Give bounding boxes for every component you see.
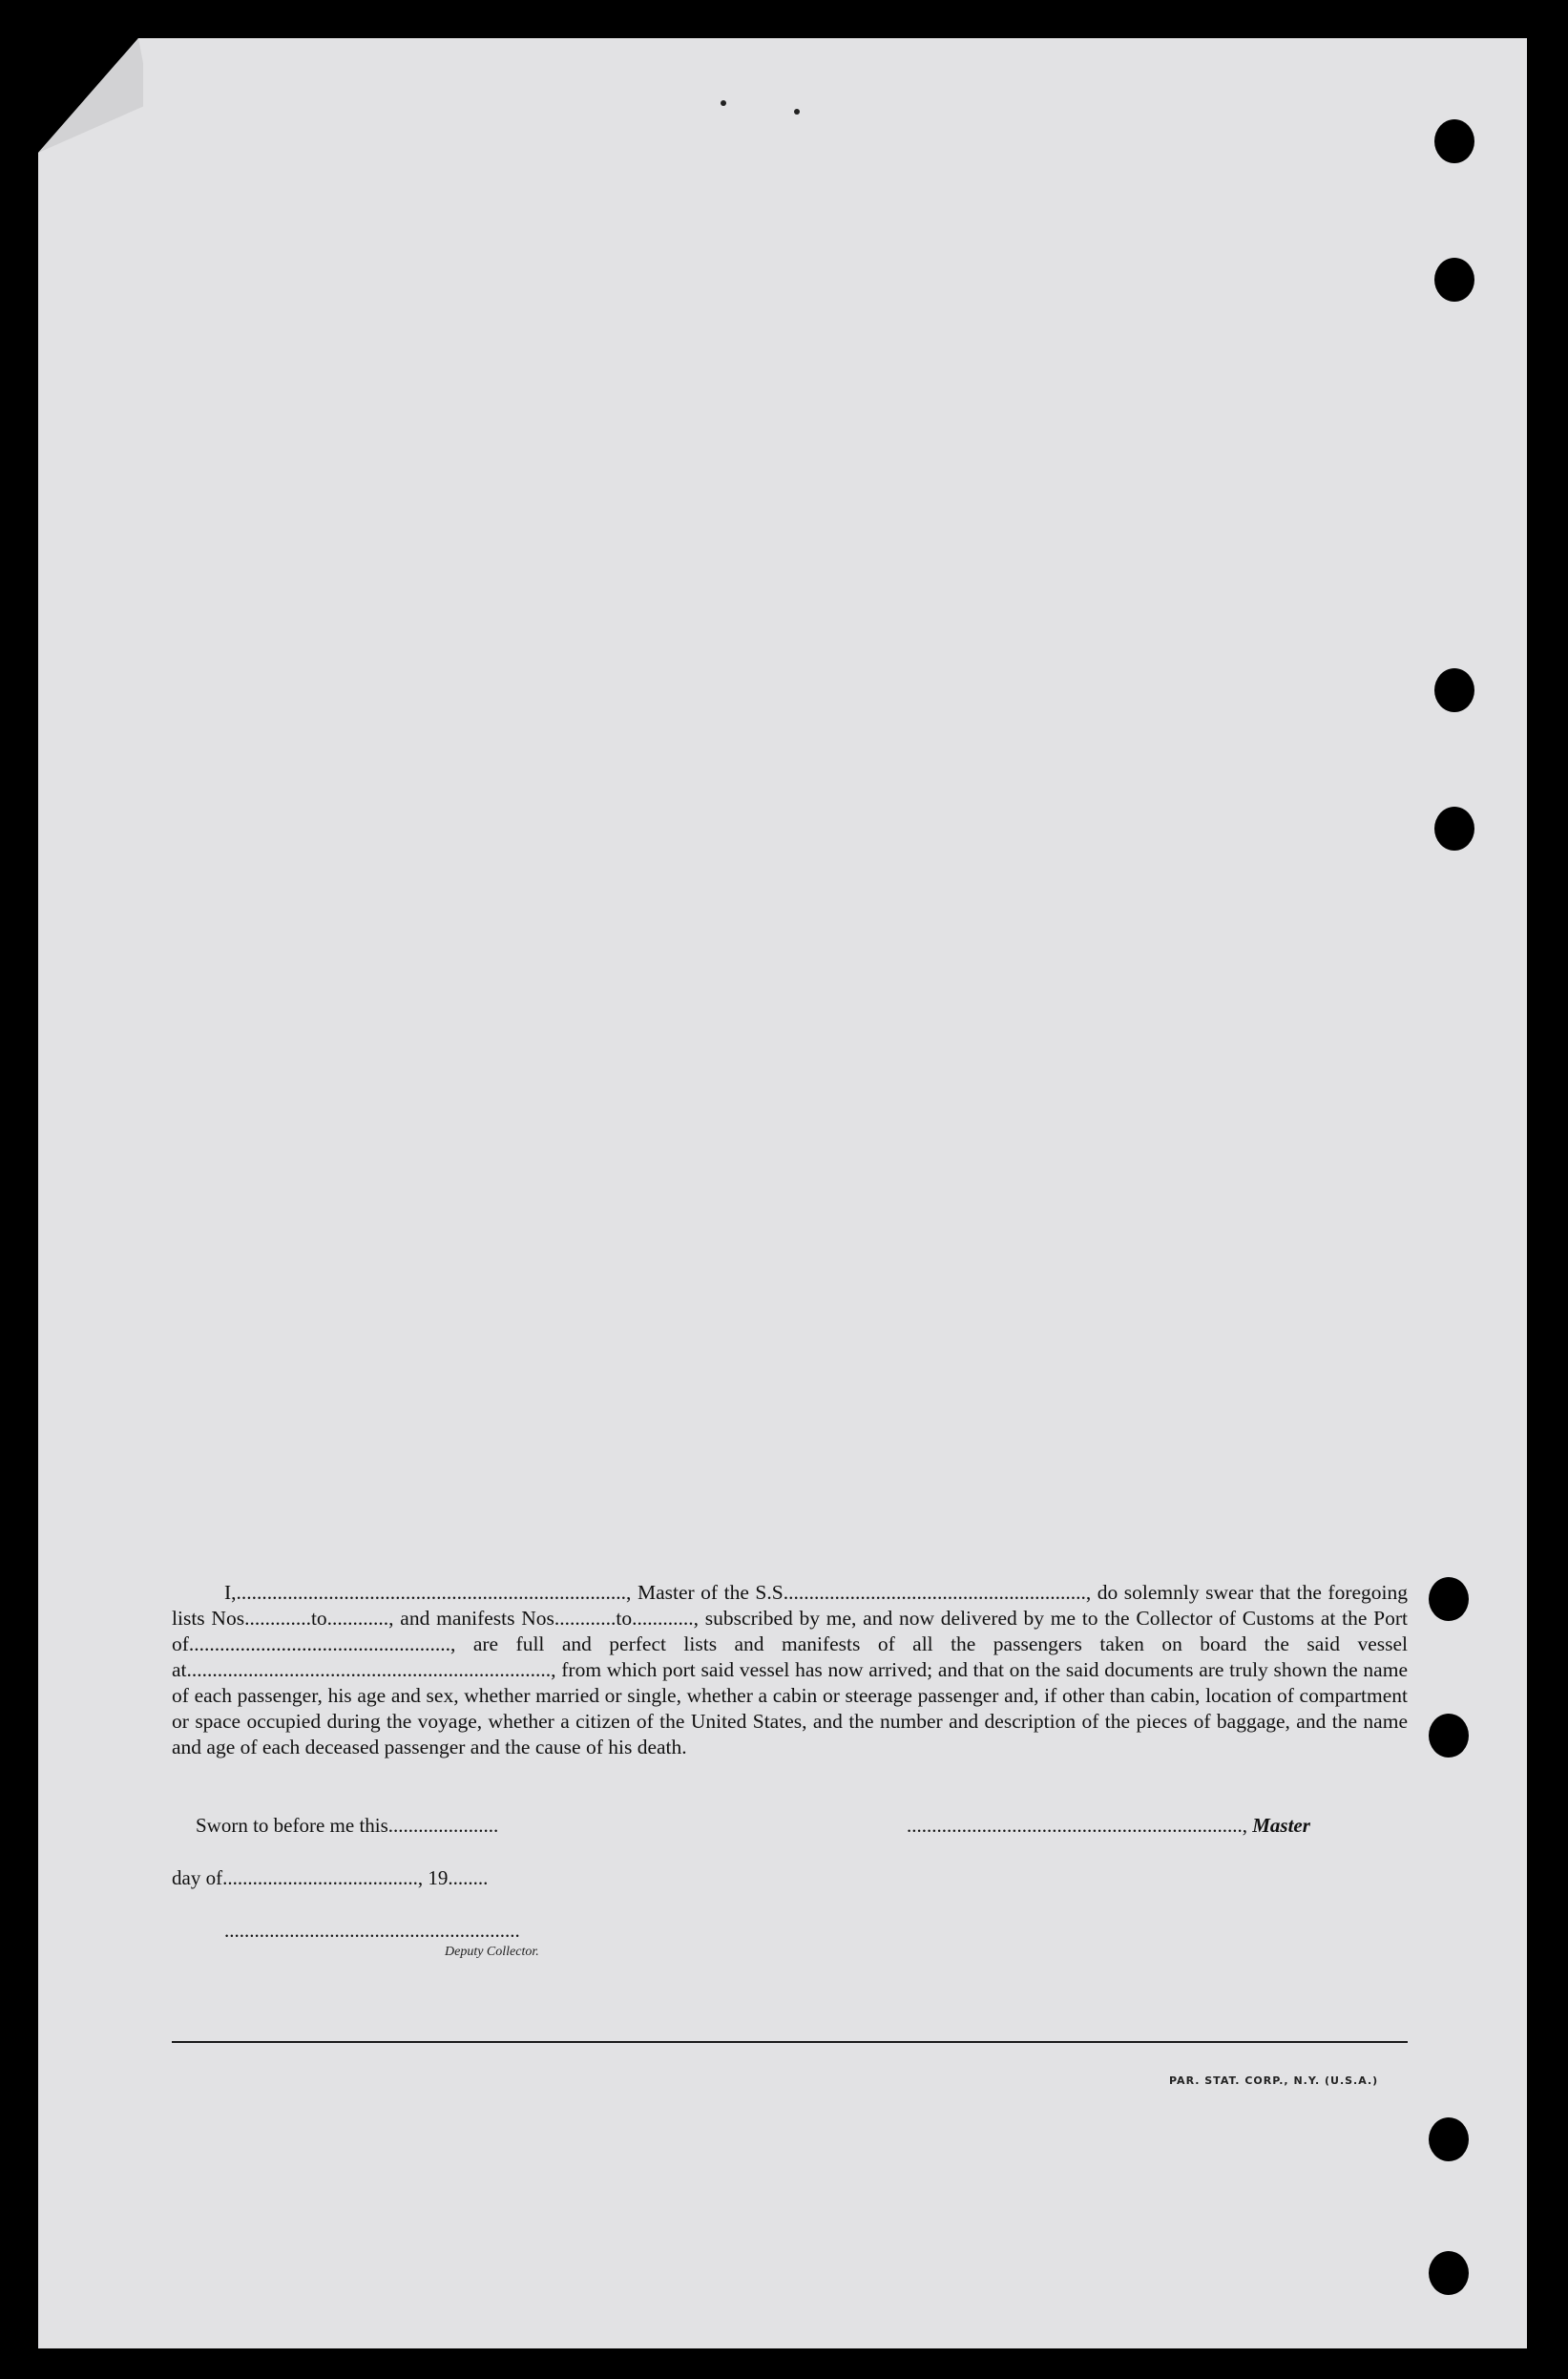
master-dots: ..................................................................., <box>907 1814 1253 1837</box>
oath-paragraph <box>172 1580 1408 1760</box>
deputy-dots: ........................................................... <box>224 1919 520 1942</box>
sworn-line <box>196 1814 498 1838</box>
footer-rule <box>172 2041 1408 2043</box>
master-signature-line <box>907 1814 1310 1838</box>
ink-speck <box>721 100 726 106</box>
form-sheet <box>38 38 1527 2348</box>
punch-hole <box>1429 2251 1469 2295</box>
oath-text: I,............................................................................, Master of the S.S..........................................................., do solemnly swear that the foregoing lists Nos.............to............, and manifests Nos............to............, subscribed by me, and now delivered by me to the Collector of Customs at the Port of..................................................., are full and perfect lists and manifests of all the passengers taken on board the said vessel at......................................................................., from which port said vessel has now arrived; and that on the said documents are truly shown the name of each passenger, his age and sex, whether married or single, whether a cabin or steerage passenger and, if other than cabin, location of compartment or space occupied during the voyage, whether a citizen of the United States, and the number and description of the pieces of baggage, and the name and age of each deceased passenger and the cause of his death. <box>172 1581 1408 1758</box>
sworn-text: Sworn to before me this...................... <box>196 1814 499 1837</box>
master-label: Master <box>1252 1814 1310 1837</box>
ink-speck <box>794 109 800 115</box>
punch-hole <box>1434 119 1474 163</box>
punch-hole <box>1429 2117 1469 2161</box>
punch-hole <box>1429 1577 1469 1621</box>
punch-hole <box>1434 258 1474 302</box>
day-of-line <box>172 1866 488 1890</box>
printer-imprint: PAR. STAT. CORP., N.Y. (U.S.A.) <box>1169 2074 1379 2087</box>
day-of-text: day of......................................., 19........ <box>172 1866 489 1889</box>
deputy-signature-line <box>224 1919 520 1943</box>
punch-hole <box>1429 1714 1469 1758</box>
punch-hole <box>1434 807 1474 851</box>
deputy-collector-label: Deputy Collector. <box>445 1945 539 1959</box>
punch-hole <box>1434 668 1474 712</box>
